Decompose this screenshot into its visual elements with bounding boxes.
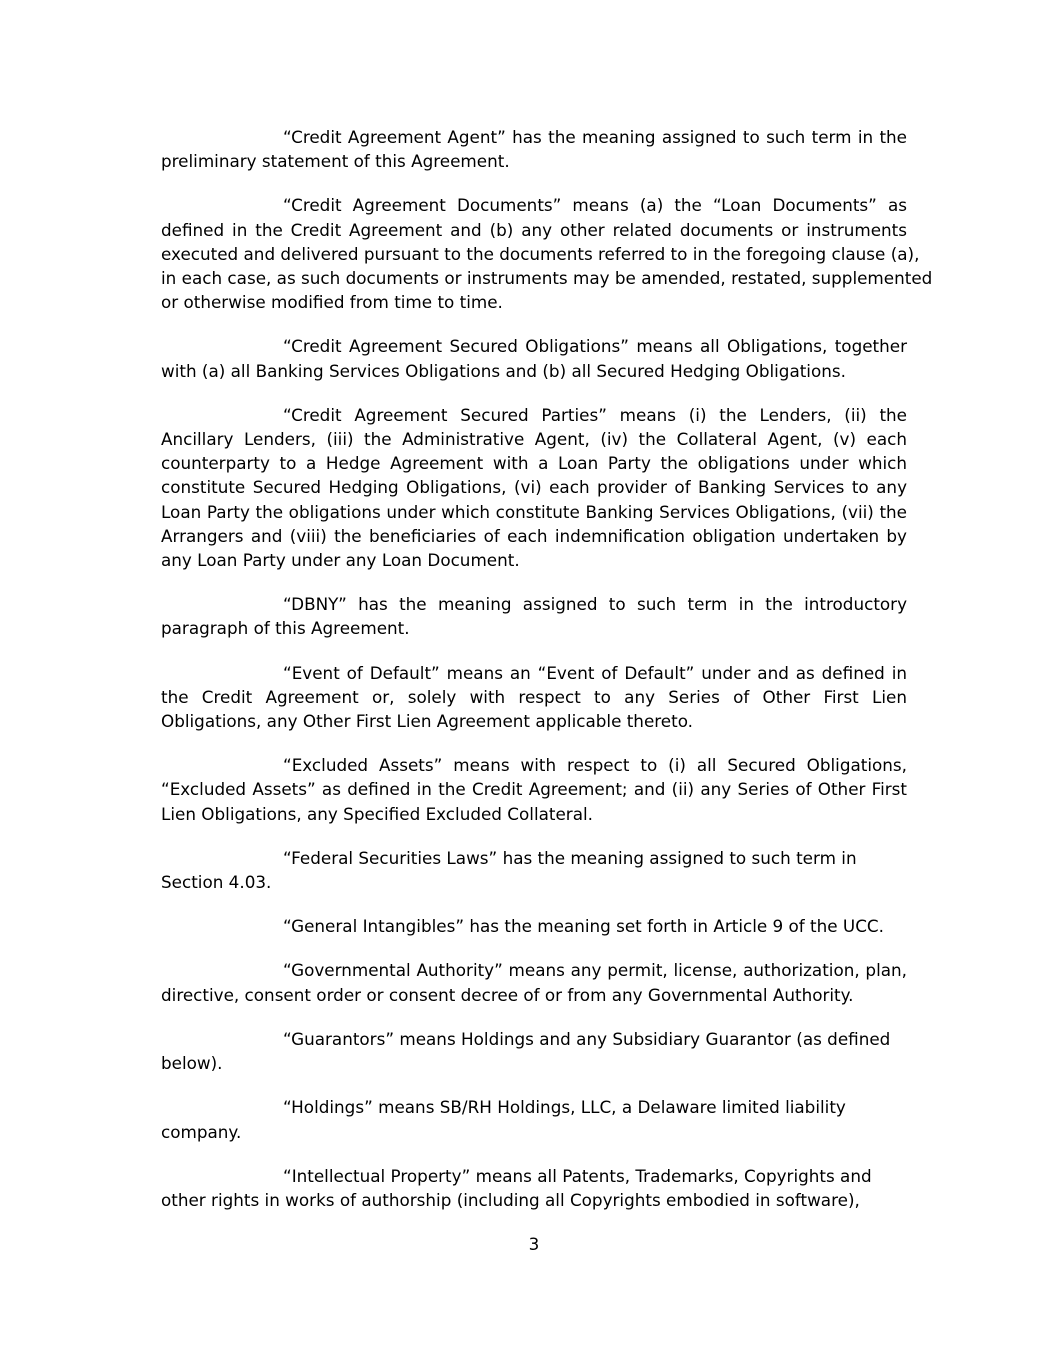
text-line: “Federal Securities Laws” has the meaning assigned to such term in (283, 847, 857, 868)
definition-paragraph (161, 125, 907, 173)
text-line: “DBNY” has the meaning assigned to such term in the introductory (283, 594, 907, 615)
text-line: “Credit Agreement Documents” means (a) the “Loan Documents” as (283, 195, 907, 216)
definition-paragraph (161, 753, 907, 826)
text-line: with (a) all Banking Services Obligations and (b) all Secured Hedging Obligations. (161, 360, 846, 381)
text-line: “Excluded Assets” means with respect to (i) all Secured Obligations, (283, 755, 907, 776)
definition-paragraph (161, 914, 907, 938)
text-line: “Governmental Authority” means any permit, license, authorization, plan, (283, 960, 907, 981)
definition-paragraph (161, 403, 907, 572)
text-line: “General Intangibles” has the meaning set forth in Article 9 of the UCC. (283, 916, 884, 937)
text-line: executed and delivered pursuant to the documents referred to in the foregoing clause (a), (161, 243, 920, 264)
text-line: below). (161, 1053, 223, 1074)
text-line: the Credit Agreement or, solely with respect to any Series of Other First Lien (161, 686, 907, 707)
text-line: “Guarantors” means Holdings and any Subsidiary Guarantor (as defined (283, 1028, 891, 1049)
text-line: counterparty to a Hedge Agreement with a Loan Party the obligations under which (161, 453, 907, 474)
text-line: Obligations, any Other First Lien Agreement applicable thereto. (161, 711, 694, 732)
text-line: other rights in works of authorship (including all Copyrights embodied in software), (161, 1189, 860, 1210)
text-line: directive, consent order or consent decree of or from any Governmental Authority. (161, 984, 854, 1005)
definitions-section (161, 125, 933, 1212)
text-line: paragraph of this Agreement. (161, 618, 410, 639)
text-line: defined in the Credit Agreement and (b) any other related documents or instruments (161, 219, 907, 240)
definition-paragraph (161, 1095, 907, 1143)
page-number: 3 (528, 1234, 540, 1255)
text-line: or otherwise modified from time to time. (161, 292, 503, 313)
text-line: any Loan Party under any Loan Document. (161, 550, 520, 571)
definition-paragraph (161, 1027, 907, 1075)
text-line: “Event of Default” means an “Event of Default” under and as defined in (283, 662, 907, 683)
text-line: Section 4.03. (161, 872, 272, 893)
definition-paragraph (161, 193, 933, 314)
text-line: Loan Party the obligations under which constitute Banking Services Obligations, (vii) the (161, 501, 907, 522)
text-line: “Credit Agreement Secured Obligations” means all Obligations, together (283, 336, 907, 357)
text-line: “Intellectual Property” means all Patents, Trademarks, Copyrights and (283, 1165, 872, 1186)
text-line: Ancillary Lenders, (iii) the Administrative Agent, (iv) the Collateral Agent, (v) each (161, 429, 907, 450)
definition-paragraph (161, 1164, 907, 1212)
text-line: in each case, as such documents or instruments may be amended, restated, supplemented (161, 268, 933, 289)
text-line: “Credit Agreement Secured Parties” means (i) the Lenders, (ii) the (283, 404, 907, 425)
definition-paragraph (161, 661, 907, 734)
text-line: Lien Obligations, any Specified Excluded Collateral. (161, 803, 593, 824)
text-line: company. (161, 1121, 242, 1142)
definition-paragraph (161, 958, 907, 1006)
text-line: constitute Secured Hedging Obligations, (vi) each provider of Banking Services to any (161, 477, 907, 498)
definition-paragraph (161, 846, 907, 894)
text-line: “Credit Agreement Agent” has the meaning assigned to such term in the (283, 127, 907, 147)
text-line: “Holdings” means SB/RH Holdings, LLC, a Delaware limited liability (283, 1097, 846, 1118)
text-line: “Excluded Assets” as defined in the Credit Agreement; and (ii) any Series of Other First (161, 779, 907, 800)
definition-paragraph (161, 334, 907, 382)
definition-paragraph (161, 592, 907, 640)
text-line: Arrangers and (viii) the beneficiaries of each indemnification obligation undertaken by (161, 525, 907, 546)
text-line: preliminary statement of this Agreement. (161, 151, 510, 172)
